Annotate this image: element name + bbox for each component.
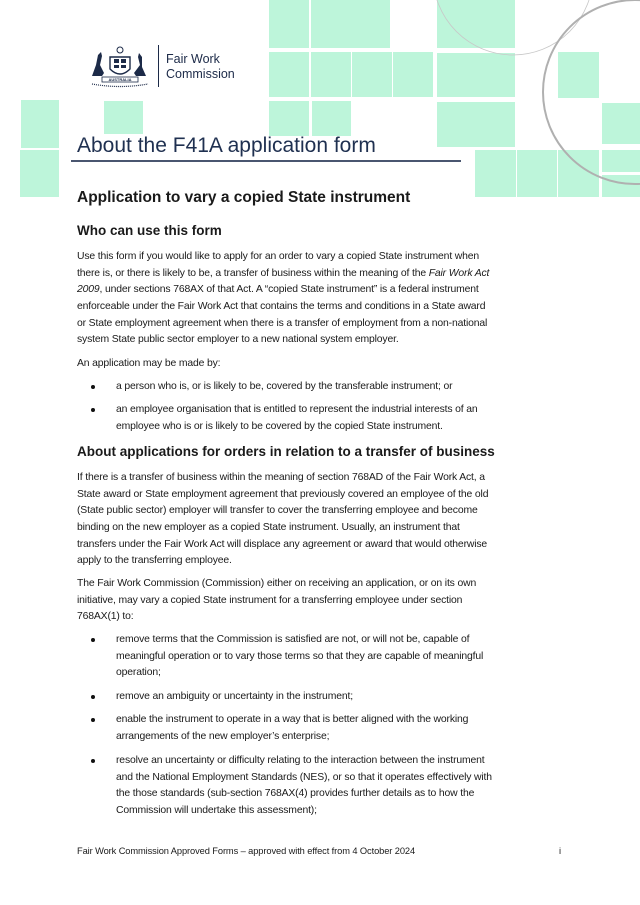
text-line: 2009, under sections 768AX of that Act. A “copied State instrument” is a federal instrument <box>77 284 479 296</box>
bullet-icon <box>91 638 95 642</box>
bullet-icon <box>91 385 95 389</box>
who-paragraph <box>77 249 489 349</box>
text-line: or State employment agreement when there is a transfer of employment from a non-national <box>77 317 488 329</box>
page-title: About the F41A application form <box>77 134 376 157</box>
bullet-icon <box>91 408 95 412</box>
org-name-line1: Fair Work <box>166 52 220 66</box>
title-rule <box>71 160 461 162</box>
org-name <box>166 52 235 82</box>
decorative-circles <box>0 0 640 220</box>
about-paragraph-2: The Fair Work Commission (Commission) either on receiving an application, or on its own initiative, may vary a copied State instrument for a transferring employee under section 768AX(1) to: <box>77 578 477 623</box>
text-line: enforceable under the Fair Work Act that contains the terms and conditions in a State award <box>77 301 486 313</box>
intro-text: An application may be made by: <box>77 358 221 369</box>
text-line: there is, or there is likely to be, a transfer of business within the meaning of the Fair Work Act <box>77 267 490 279</box>
page-number: i <box>559 846 562 856</box>
org-name-line2: Commission <box>166 67 235 81</box>
section-title: Application to vary a copied State instrument <box>77 189 411 206</box>
bullet-icon <box>91 718 95 722</box>
footer-text: Fair Work Commission Approved Forms – approved with effect from 4 October 2024 <box>77 846 416 856</box>
text-line: Use this form if you would like to apply for an order to vary a copied State instrument when <box>77 251 480 262</box>
heading-about-applications: About applications for orders in relation to a transfer of business <box>77 444 495 459</box>
heading-who-can-use: Who can use this form <box>77 223 222 238</box>
logo-divider <box>158 45 159 87</box>
text-line: system State public sector employer to a new national system employer. <box>77 334 399 346</box>
about-paragraph-1: If there is a transfer of business within the meaning of section 768AD of the Fair Work Act, a State award or State employment agreement that previously covered an employee of the old (State public sector) employer will transfer to cover the transferring employee and become binding on the new employer as a copied State instrument. Usually, an instrument that transfers under the Fair Work Act will displace any agreement or award that would otherwise apply to the transferring employee. <box>77 472 489 567</box>
coat-of-arms-logo <box>88 43 152 89</box>
logo-text: AUSTRALIA <box>108 77 132 82</box>
bullet-icon <box>91 695 95 699</box>
bullet-icon <box>91 759 95 763</box>
act-year-italic: 2009 <box>77 284 100 296</box>
act-name-italic: Fair Work Act <box>428 267 490 279</box>
